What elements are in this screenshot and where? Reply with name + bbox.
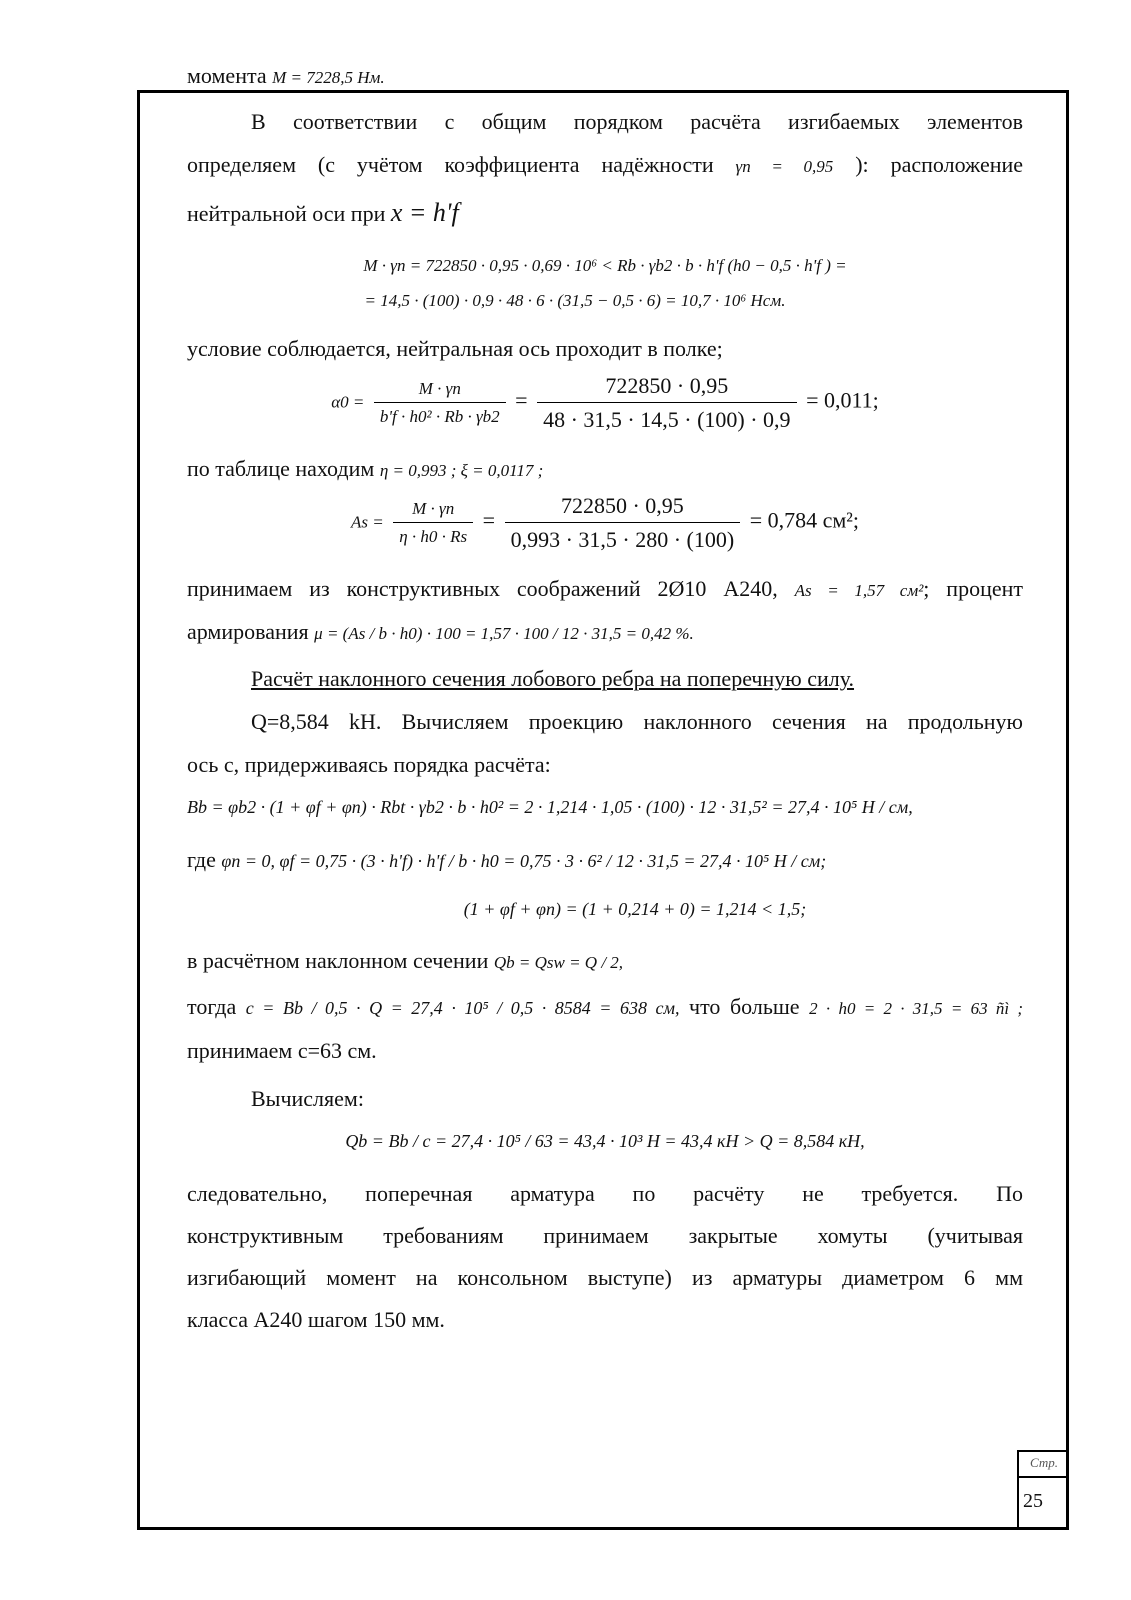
paragraph-line: Вычисляем: bbox=[251, 1086, 364, 1111]
paragraph-line: принимаем из конструктивных соображений 2Ø10 А240, As = 1,57 см²; процент bbox=[187, 576, 1024, 601]
equation-moment-result: = 14,5 · (100) · 0,9 · 48 · 6 · (31,5 − 0,5 · 6) = 10,7 · 10⁶ Нсм. bbox=[364, 291, 786, 310]
paragraph-line: нейтральной оси при x = h'f bbox=[187, 198, 459, 227]
paragraph-line: В соответствии с общим порядком расчёта изгибаемых элементов bbox=[251, 109, 1023, 134]
equation-alpha: α0 = $\frac{M \cdot \gamma n}{\text{b'f · h0² · Rb · γb2}}$ = $\frac{722850 \cdot 0,95}{48 \cdot 31,5 \cdot 14,5 \cdot (100) \cdot 0,9}$ = 0,011; bbox=[331, 373, 879, 432]
paragraph-line: следовательно, поперечная арматура по расчёту не требуется. По bbox=[187, 1181, 1023, 1206]
where-line: где φn = 0, φf = 0,75 · (3 · h'f) · h'f / b · h0 = 0,75 · 3 · 6² / 12 · 31,5 = 27,4 · 10⁵ Н / см; bbox=[187, 847, 827, 872]
paragraph-line: Q=8,584 kH. Вычисляем проекцию наклонного сечения на продольную bbox=[251, 709, 1023, 734]
paragraph-line: принимаем c=63 см. bbox=[187, 1038, 377, 1063]
reinforcement-ratio: армирования μ = (As / b · h0) · 100 = 1,57 · 100 / 12 · 31,5 = 0,42 %. bbox=[187, 619, 694, 644]
paragraph-line: в расчётном наклонном сечении Qb = Qsw = Q / 2, bbox=[187, 948, 624, 973]
paragraph-line: тогда c = Bb / 0,5 · Q = 27,4 · 10⁵ / 0,5 · 8584 = 638 см, что больше 2 · h0 = 2 · 31,5 = 63 ñì ; bbox=[187, 994, 1024, 1019]
paragraph-line: конструктивным требованиям принимаем закрытые хомуты (учитывая bbox=[187, 1223, 1023, 1248]
paragraph-line: изгибающий момент на консольном выступе) из арматуры диаметром 6 мм bbox=[187, 1265, 1023, 1290]
condition-text: условие соблюдается, нейтральная ось проходит в полке; bbox=[187, 336, 723, 361]
equation-as: As = $\frac{M \cdot \gamma n}{\eta \cdot h0 \cdot Rs}$ = $\frac{722850 \cdot 0,95}{0,993 \cdot 31,5 \cdot 280 \cdot (100)}$ = 0,784 см²; bbox=[350, 493, 860, 552]
stamp-label: Стр. bbox=[1019, 1452, 1069, 1478]
paragraph-line: класса А240 шагом 150 мм. bbox=[187, 1307, 445, 1332]
table-lookup: по таблице находим η = 0,993 ; ξ = 0,0117 ; bbox=[187, 456, 544, 481]
equation-phi: (1 + φf + φn) = (1 + 0,214 + 0) = 1,214 < 1,5; bbox=[463, 899, 807, 919]
page-number-stamp bbox=[1017, 1450, 1069, 1530]
section-heading: Расчёт наклонного сечения лобового ребра на поперечную силу. bbox=[251, 666, 855, 691]
equation-qb: Qb = Bb / c = 27,4 · 10⁵ / 63 = 43,4 · 10³ Н = 43,4 кН > Q = 8,584 кН, bbox=[345, 1131, 865, 1151]
paragraph-line: определяем (с учётом коэффициента надёжности γn = 0,95 ): расположение bbox=[187, 152, 1024, 177]
line-moment: момента M = 7228,5 Нм. bbox=[187, 63, 385, 88]
paragraph-line: ось c, придерживаясь порядка расчёта: bbox=[187, 752, 551, 777]
equation-bb: Bb = φb2 · (1 + φf + φn) · Rbt · γb2 · b · h0² = 2 · 1,214 · 1,05 · (100) · 12 · 31,5² = 27,4 · 10⁵ Н / см, bbox=[187, 797, 913, 817]
equation-moment-check: M · γn = 722850 · 0,95 · 0,69 · 10⁶ < Rb · γb2 · b · h'f (h0 − 0,5 · h'f ) = bbox=[363, 256, 847, 275]
page-number: 25 bbox=[1023, 1490, 1043, 1512]
